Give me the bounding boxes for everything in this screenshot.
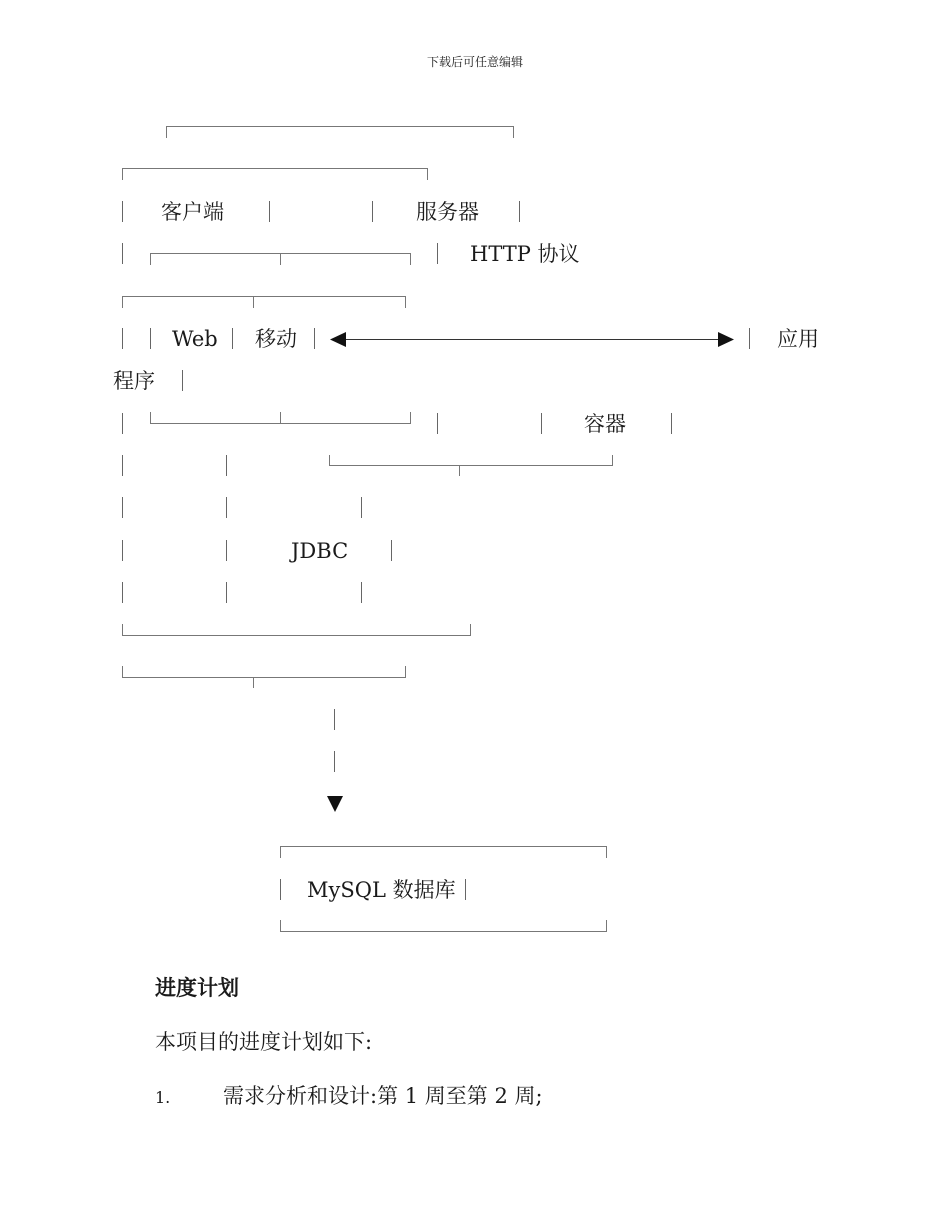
- separator: [182, 370, 183, 391]
- bracket-jdbc-outer: [123, 666, 406, 688]
- jdbc-label: JDBC: [291, 539, 349, 563]
- server-label: 服务器: [416, 200, 479, 224]
- bracket-container: [330, 455, 613, 476]
- web-label: Web: [172, 327, 218, 351]
- bracket-web-top: [151, 254, 411, 266]
- separator: [361, 582, 362, 603]
- bracket-mysql-bottom: [281, 920, 607, 932]
- separator: [391, 540, 392, 561]
- separator: [280, 879, 281, 900]
- client-label: 客户端: [161, 200, 224, 224]
- list-item-text: 需求分析和设计:第 1 周至第 2 周;: [223, 1084, 543, 1108]
- section-heading: 进度计划: [155, 975, 239, 1000]
- section-intro: 本项目的进度计划如下:: [155, 1030, 373, 1054]
- separator: [226, 582, 227, 603]
- separator: [226, 540, 227, 561]
- separator: [465, 879, 466, 900]
- separator: [314, 328, 315, 349]
- arrow-left-head: [330, 332, 346, 347]
- separator: [122, 455, 123, 476]
- arrow-down-head: [327, 796, 343, 812]
- separator: [437, 243, 438, 264]
- separator: [122, 201, 123, 222]
- separator: [671, 413, 672, 434]
- bracket-web-bottom: [151, 412, 411, 424]
- container-label: 容器: [584, 412, 626, 436]
- separator: [122, 540, 123, 561]
- mobile-label: 移动: [255, 327, 297, 351]
- bracket-web-outer: [123, 297, 406, 309]
- mysql-label: MySQL 数据库: [307, 878, 456, 902]
- http-label: HTTP 协议: [470, 242, 580, 266]
- separator: [361, 497, 362, 518]
- separator: [372, 201, 373, 222]
- separator: [122, 413, 123, 434]
- separator: [541, 413, 542, 434]
- separator: [226, 497, 227, 518]
- separator: [437, 413, 438, 434]
- header-note: 下载后可任意编辑: [426, 55, 523, 69]
- separator: [122, 497, 123, 518]
- separator: [334, 751, 335, 772]
- list-item-number: 1.: [155, 1088, 171, 1107]
- bracket-top-1: [167, 127, 514, 139]
- separator: [122, 243, 123, 264]
- bracket-top-2: [123, 169, 428, 181]
- bracket-mysql-top: [281, 847, 607, 859]
- bracket-jdbc-bottom: [123, 624, 471, 636]
- separator: [749, 328, 750, 349]
- app-label-part1: 应用: [777, 327, 819, 351]
- separator: [269, 201, 270, 222]
- separator: [122, 582, 123, 603]
- separator: [226, 455, 227, 476]
- separator: [519, 201, 520, 222]
- separator: [232, 328, 233, 349]
- separator: [122, 328, 123, 349]
- separator: [334, 709, 335, 730]
- arrow-right-head: [718, 332, 734, 347]
- separator: [150, 328, 151, 349]
- app-label-part2: 程序: [113, 369, 155, 393]
